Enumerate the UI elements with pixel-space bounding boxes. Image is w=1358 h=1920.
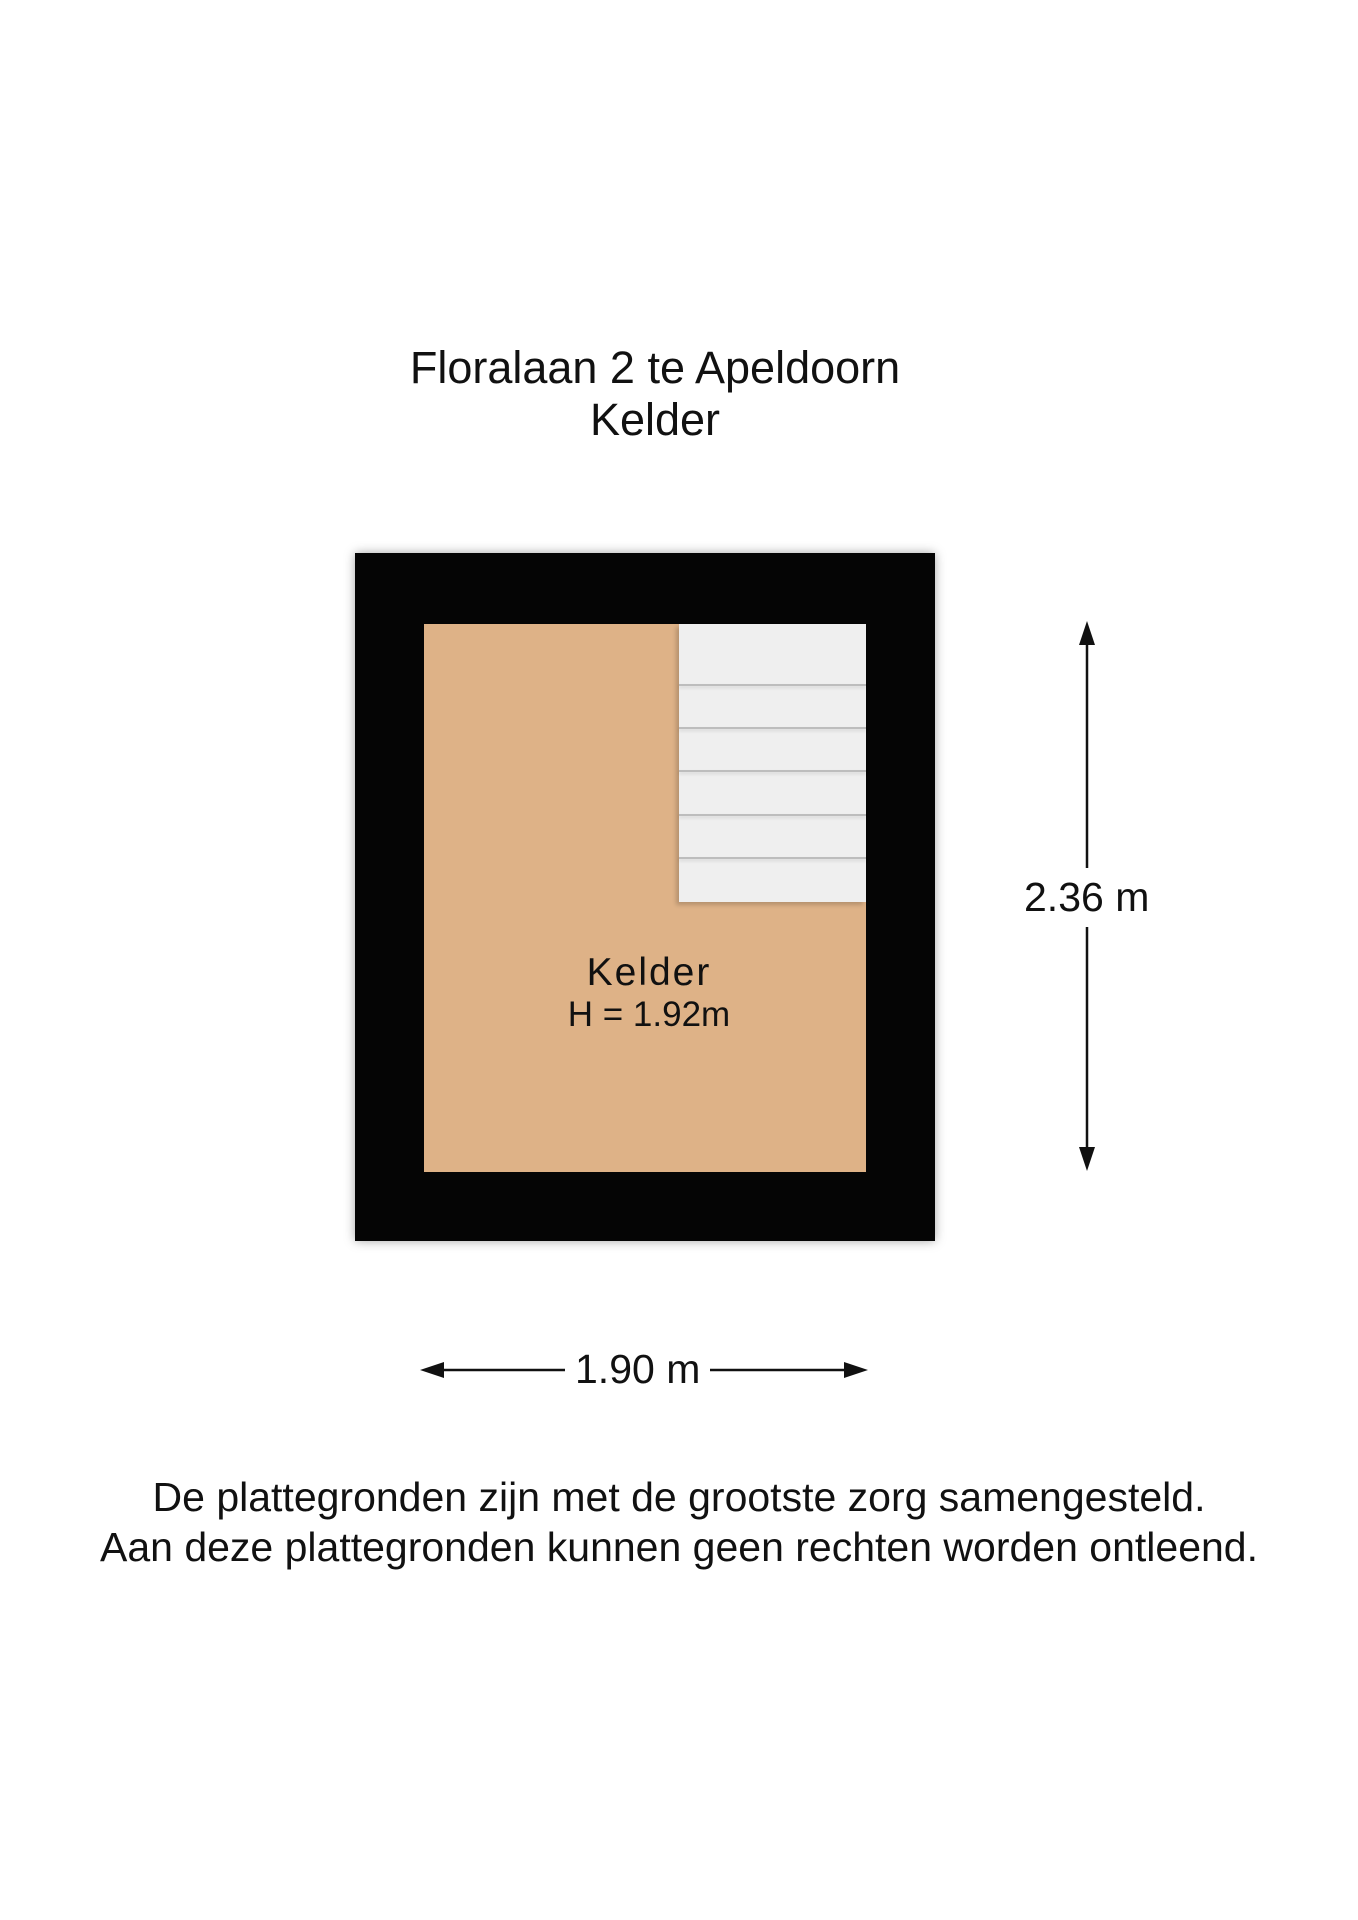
stair-step-line — [679, 857, 866, 859]
stair-step-line — [679, 727, 866, 729]
room-name-label: Kelder — [586, 951, 712, 994]
disclaimer-line-2: Aan deze plattegronden kunnen geen rechten worden ontleend. — [99, 1524, 1258, 1570]
address-title: Floralaan 2 te Apeldoorn — [409, 342, 901, 393]
width-dimension-label: 1.90 m — [565, 1346, 710, 1393]
plan-title — [0, 342, 1310, 446]
width-dimension — [420, 1340, 868, 1400]
stair-step-line — [679, 814, 866, 816]
stair-step-line — [679, 684, 866, 686]
floor-plan-walls — [355, 553, 935, 1241]
floor-title: Kelder — [589, 394, 721, 445]
room-height-label: H = 1.92m — [567, 995, 731, 1034]
disclaimer — [0, 1472, 1358, 1572]
height-dimension — [1012, 621, 1162, 1171]
stair-step-line — [679, 770, 866, 772]
disclaimer-line-1: De plattegronden zijn met de grootste zorg samengesteld. — [152, 1474, 1206, 1520]
staircase — [679, 624, 866, 902]
room-floor — [424, 624, 866, 1172]
height-dimension-label: 2.36 m — [1020, 868, 1153, 927]
